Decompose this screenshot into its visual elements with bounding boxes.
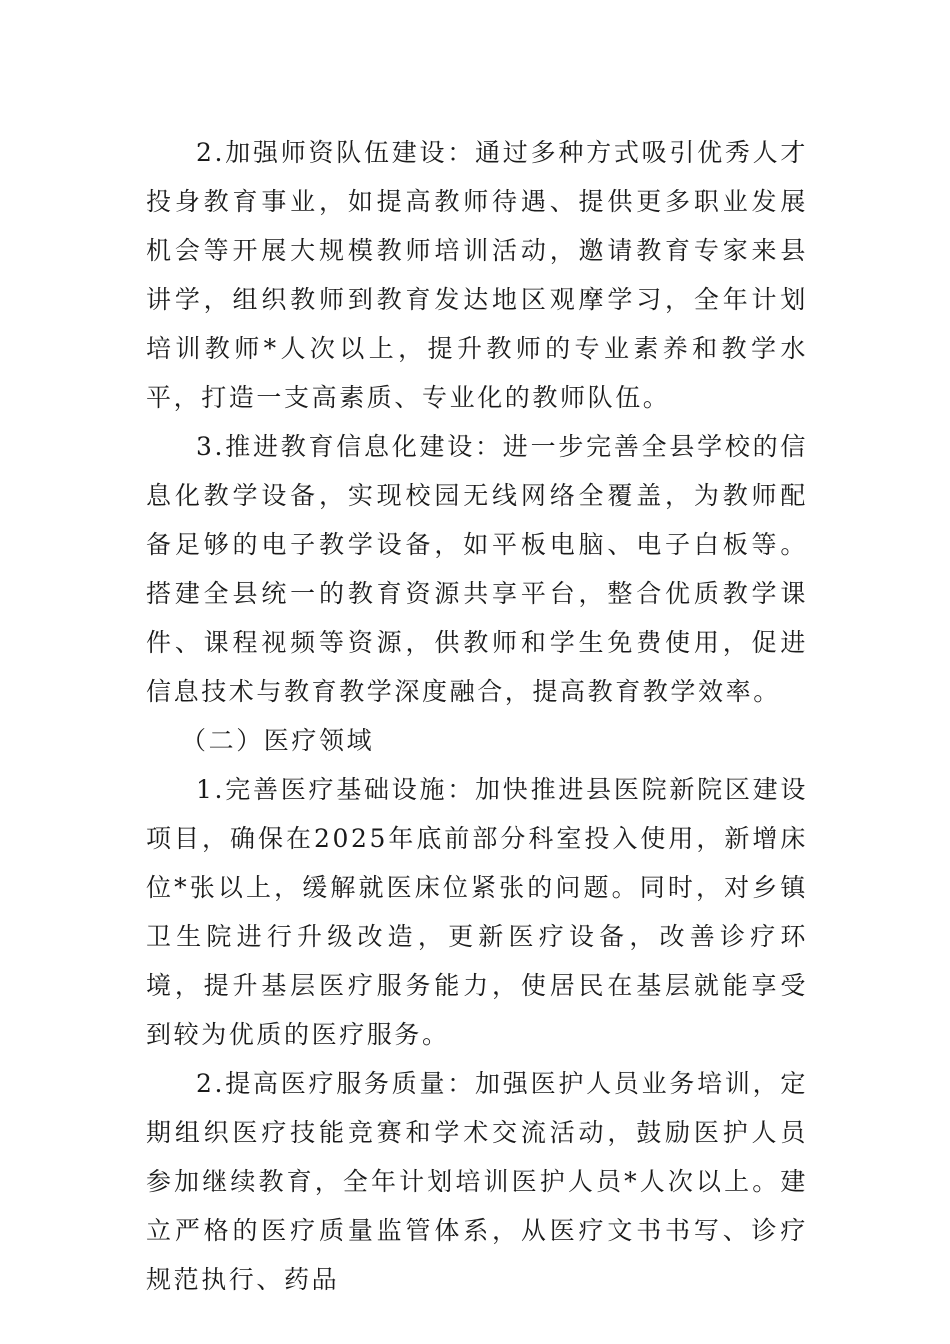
paragraph-medical-quality: 2.提高医疗服务质量：加强医护人员业务培训，定期组织医疗技能竞赛和学术交流活动，鼓励医护人员参加继续教育，全年计划培训医护人员*人次以上。建立严格的医疗质量监管体系，从医疗文书书写、诊疗规范执行、药品	[146, 1069, 808, 1294]
paragraph-medical-infrastructure: 1.完善医疗基础设施：加快推进县医院新院区建设项目，确保在2025年底前部分科室投入使用，新增床位*张以上，缓解就医床位紧张的问题。同时，对乡镇卫生院进行升级改造，更新医疗设备，改善诊疗环境，提升基层医疗服务能力，使居民在基层就能享受到较为优质的医疗服务。	[146, 775, 808, 1049]
document-body	[146, 128, 808, 1304]
paragraph-education-informatization: 3.推进教育信息化建设：进一步完善全县学校的信息化教学设备，实现校园无线网络全覆盖，为教师配备足够的电子教学设备，如平板电脑、电子白板等。搭建全县统一的教育资源共享平台，整合优质教学课件、课程视频等资源，供教师和学生免费使用，促进信息技术与教育教学深度融合，提高教育教学效率。	[146, 432, 808, 706]
section-heading-medical: （二）医疗领域	[181, 726, 375, 755]
paragraph-teacher-team: 2.加强师资队伍建设：通过多种方式吸引优秀人才投身教育事业，如提高教师待遇、提供更多职业发展机会等开展大规模教师培训活动，邀请教育专家来县讲学，组织教师到教育发达地区观摩学习，全年计划培训教师*人次以上，提升教师的专业素养和教学水平，打造一支高素质、专业化的教师队伍。	[146, 138, 808, 412]
